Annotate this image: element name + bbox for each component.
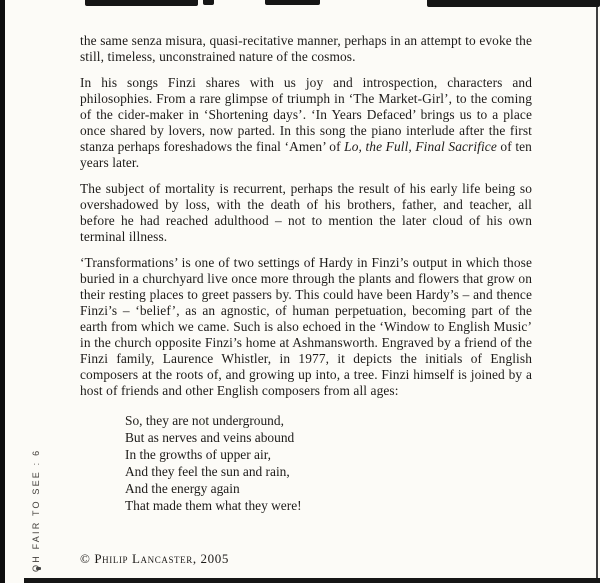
scan-edge-right-line: [596, 0, 598, 583]
text-segment: Lo, the Full, Final Sacrifice: [344, 139, 497, 154]
text-segment: of ten years later.: [80, 139, 532, 170]
paragraph: [80, 33, 532, 65]
scan-top-bar: [427, 0, 600, 7]
scan-edge-bottom-bar: [24, 578, 600, 583]
scan-top-bar: [203, 0, 214, 5]
scan-top-bar: [85, 0, 198, 6]
poem-line: That made them what they were!: [125, 498, 302, 513]
poem-quotation: [125, 412, 532, 514]
spine-running-title: OH FAIR TO SEE : 6: [31, 448, 41, 572]
text-segment: The subject of mortality is recurrent, perhaps the result of his early life being so overshadowed by loss, with the death of his brothers, father, and teacher, all before he had reached adulthood – not to mention the later cloud of his own terminal illness.: [80, 181, 532, 244]
text-segment: In his songs Finzi shares with us joy and introspection, characters and philosophies. From a rare glimpse of triumph in ‘The Market-Girl’, to the coming of the cider-maker in ‘Shortening days’. ‘In Years Defaced’ brings us to a place once shared by lovers, now parted. In this song the piano interlude after the first stanza perhaps foreshadows the final ‘Amen’ of: [80, 75, 532, 154]
text-segment: the same senza misura, quasi-recitative manner, perhaps in an attempt to evoke the still, timeless, unconstrained nature of the cosmos.: [80, 33, 532, 64]
text-segment: ‘Transformations’ is one of two settings of Hardy in Finzi’s output in which those buried in a churchyard live once more through the plants and flowers that grow on their resting places to greet passers by. This could have been Hardy’s – and thence Finzi’s – ‘belief’, as an agnostic, of human perpetuation, becoming part of the earth from which we came. Such is also echoed in the ‘Window to English Music’ in the church opposite Finzi’s home at Ashmansworth. Engraved by a friend of the Finzi family, Laurence Whistler, in 1977, it depicts the initials of English composers at the roots of, and growing up into, a tree. Finzi himself is joined by a host of friends and other English composers from all ages:: [80, 255, 532, 398]
text-column: [80, 33, 532, 567]
paragraph: [80, 255, 532, 399]
poem-line: So, they are not underground,: [125, 413, 284, 428]
poem-line: In the growths of upper air,: [125, 447, 271, 462]
liner-notes-paragraphs: [80, 33, 532, 399]
poem-line: And the energy again: [125, 481, 240, 496]
paragraph: [80, 75, 532, 171]
poem-line: But as nerves and veins abound: [125, 430, 295, 445]
poem-line: And they feel the sun and rain,: [125, 464, 290, 479]
scan-edge-left-bar: [0, 0, 5, 583]
copyright-line: © Philip Lancaster, 2005: [80, 551, 229, 566]
scan-top-bar: [265, 0, 320, 5]
paragraph: [80, 181, 532, 245]
